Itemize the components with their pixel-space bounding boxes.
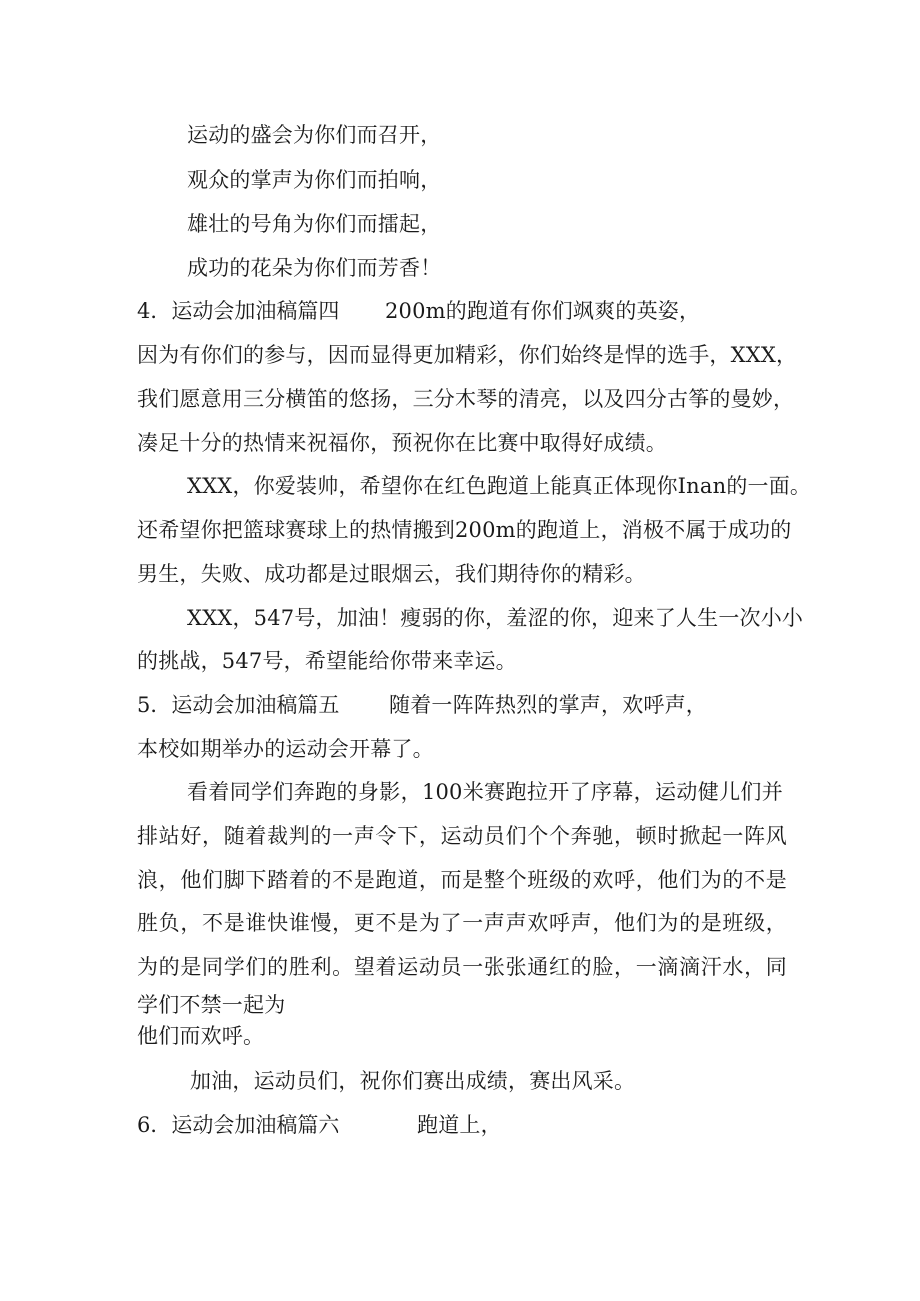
poem-line-3: 雄壮的号角为你们而擂起，	[187, 212, 442, 236]
section-5-line-2: 看着同学们奔跑的身影，100米赛跑拉开了序幕，运动健儿们并	[187, 780, 783, 804]
section-5-line-1: 本校如期举办的运动会开幕了。	[137, 737, 434, 761]
section-4-line-5: 还希望你把篮球赛球上的热情搬到200m的跑道上，消极不属于成功的	[137, 518, 792, 542]
poem-line-2: 观众的掌声为你们而拍响，	[187, 168, 442, 192]
section-5-line-6: 为的是同学们的胜利。望着运动员一张张通红的脸，一滴滴汗水，同	[137, 955, 787, 979]
section-6-lead: 跑道上，	[417, 1113, 502, 1137]
section-5-line-4: 浪，他们脚下踏着的不是跑道，而是整个班级的欢呼，他们为的不是	[137, 868, 787, 892]
section-4-line-1: 因为有你们的参与，因而显得更加精彩，你们始终是悍的选手，XXX，	[137, 343, 798, 367]
section-5-line-9: 加油，运动员们，祝你们赛出成绩，赛出风采。	[190, 1069, 636, 1093]
poem-line-4: 成功的花朵为你们而芳香！	[187, 256, 442, 280]
section-5-line-7: 学们不禁一起为	[137, 993, 286, 1017]
section-4-line-7: XXX，547号，加油！瘦弱的你，羞涩的你，迎来了人生一次小小	[187, 606, 804, 630]
section-4-lead: 200m的跑道有你们飒爽的英姿，	[385, 299, 701, 323]
poem-line-1: 运动的盛会为你们而召开，	[187, 123, 442, 147]
section-4-line-6: 男生，失败、成功都是过眼烟云，我们期待你的精彩。	[137, 562, 646, 586]
section-6-heading: 6．运动会加油稿篇六	[137, 1113, 340, 1137]
section-4-line-4: XXX，你爱装帅，希望你在红色跑道上能真正体现你Inan的一面。	[187, 474, 812, 498]
section-4-line-3: 凑足十分的热情来祝福你，预祝你在比赛中取得好成绩。	[137, 431, 667, 455]
section-5-line-5: 胜负，不是谁快谁慢，更不是为了一声声欢呼声，他们为的是班级，	[137, 911, 787, 935]
section-4-line-2: 我们愿意用三分横笛的悠扬，三分木琴的清亮，以及四分古筝的曼妙，	[137, 387, 795, 411]
section-5-heading: 5．运动会加油稿篇五	[137, 693, 340, 717]
section-4-heading: 4．运动会加油稿篇四	[137, 299, 340, 323]
section-5-line-3: 排站好，随着裁判的一声令下，运动员们个个奔驰，顿时掀起一阵风	[137, 824, 787, 848]
section-5-lead: 随着一阵阵热烈的掌声，欢呼声，	[389, 693, 707, 717]
section-4-line-8: 的挑战，547号，希望能给你带来幸运。	[137, 649, 517, 673]
section-5-line-8: 他们而欢呼。	[137, 1024, 265, 1048]
